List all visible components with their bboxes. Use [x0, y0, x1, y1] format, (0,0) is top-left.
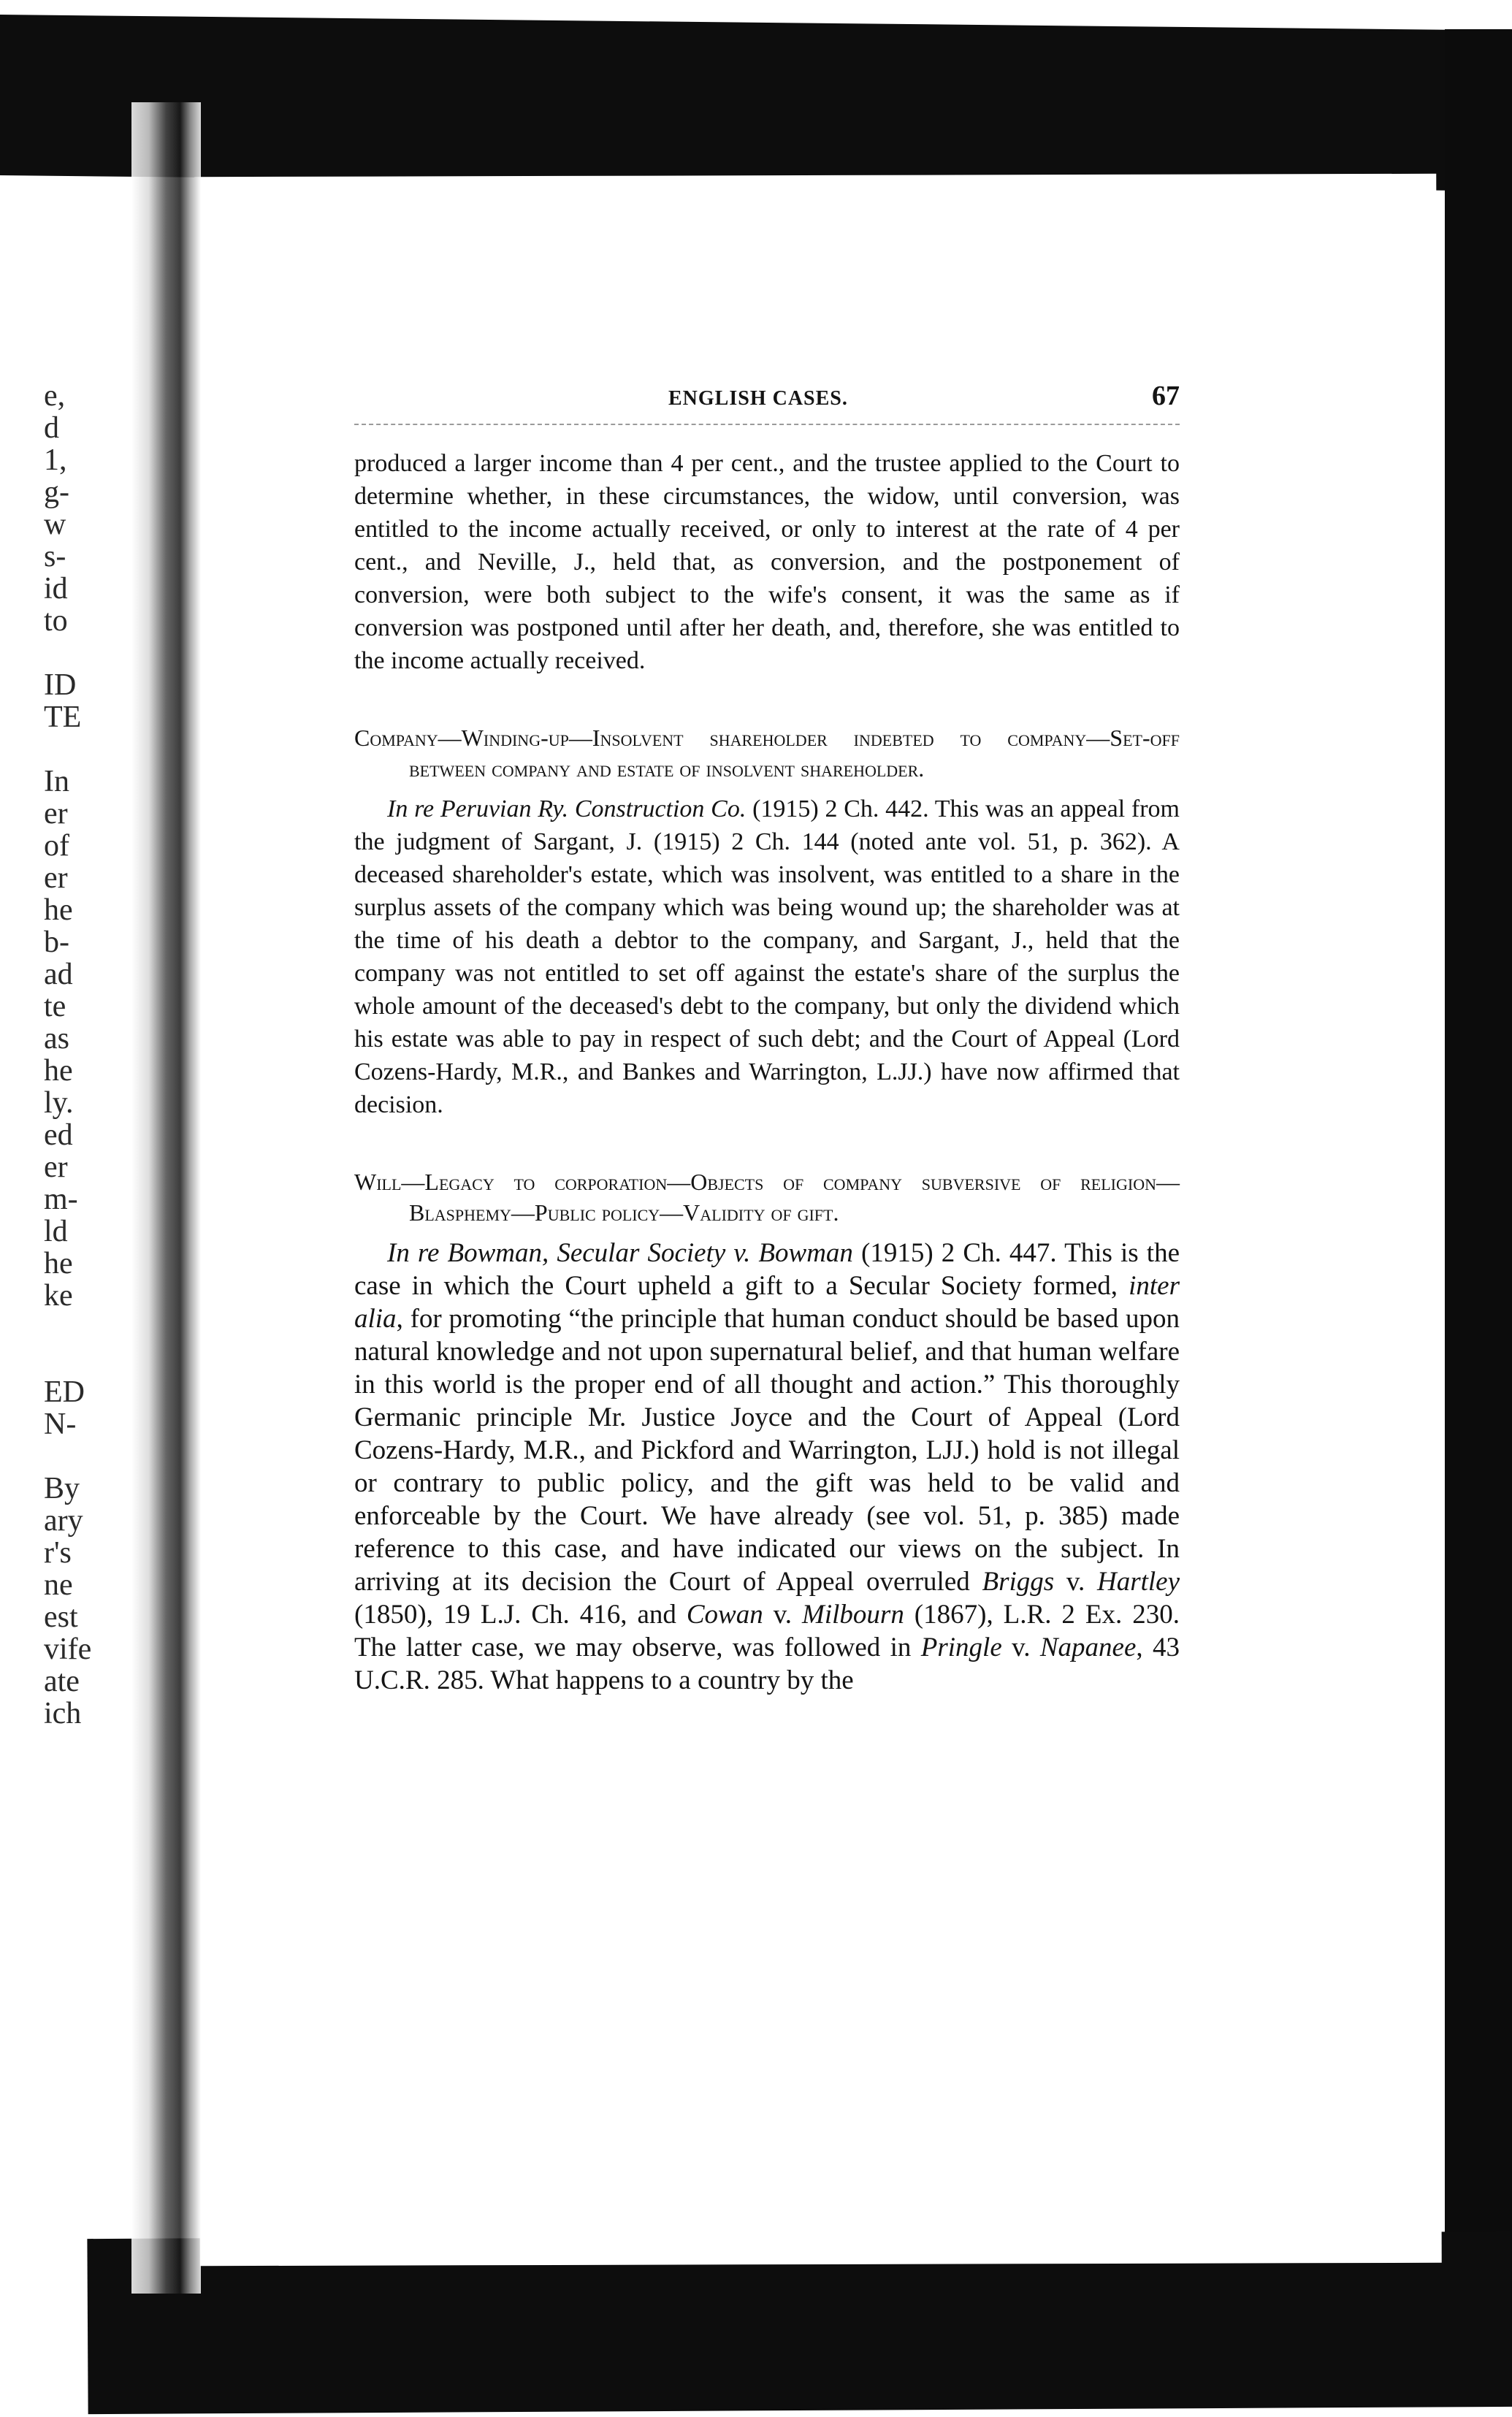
case-name: In re Bowman, Secular Society v. Bowman [387, 1238, 853, 1268]
case-paragraph-peruvian [354, 793, 1180, 1121]
facing-page-fragment [44, 1344, 131, 1376]
case-name: Pringle [920, 1633, 1002, 1662]
facing-page-fragment: er [44, 862, 68, 894]
case-body: (1850), 19 L.J. Ch. 416, and [354, 1600, 687, 1630]
facing-page-fragment: er [44, 1151, 68, 1183]
case-name: Milbourn [802, 1600, 904, 1630]
facing-page-fragment: By [44, 1473, 80, 1505]
facing-page-fragment: r's [44, 1537, 72, 1569]
book-gutter-shadow [131, 102, 201, 2294]
facing-page-fragment: ne [44, 1569, 73, 1601]
facing-page-fragment: ate [44, 1665, 80, 1698]
facing-page-fragment: he [44, 1248, 73, 1280]
facing-page-fragment: ad [44, 958, 73, 990]
facing-page-fragment: w [44, 508, 66, 541]
case-name: Cowan [686, 1600, 763, 1630]
running-head [354, 380, 1180, 425]
facing-page-fragment: d [44, 412, 59, 444]
facing-page-fragments [44, 380, 131, 1730]
facing-page-fragment: N- [44, 1408, 77, 1440]
case-body: , for promoting “the principle that human conduct should be based upon natural knowledge and not upon supernatural belief, and that human welfare in this world is the proper end of all thought and action.” This thoroughly Germanic principle Mr. Justice Joyce and the Court of Appeal (Lord Cozens-Hardy, M.R., and Pickford and Warrington, LJJ.) hold is not illegal or contrary to public policy, and the gift was held to be valid and enforceable by the Court. We have already (see vol. 51, p. 385) made reference to this case, and have indicated our views on the subject. In arriving at its decision the Court of Appeal overruled [354, 1304, 1180, 1597]
case-body: (1867), L.R. 2 Ex. 230. The latter case, we may observe, was followed in [354, 1600, 1180, 1662]
facing-page-fragment: ED [44, 1376, 85, 1408]
facing-page-fragment [44, 733, 131, 765]
versus: v. [1054, 1567, 1097, 1597]
case-body: (1915) 2 Ch. 447. This is the case in which the Court upheld a gift to a Secular Society formed, [354, 1238, 1180, 1301]
facing-page-fragment: as [44, 1023, 69, 1055]
versus: v. [1001, 1633, 1040, 1662]
facing-page-fragment: ld [44, 1215, 68, 1248]
case-body: (1915) 2 Ch. 442. This was an appeal from the judgment of Sargant, J. (1915) 2 Ch. 144 (noted ante vol. 51, p. 362). A deceased shareholder's estate, which was insolvent, was entitled to a share in the surplus assets of the company which was being wound up; the shareholder was at the time of his death a debtor to the company, and Sargant, J., held that the company was not entitled to set off against the estate's share of the surplus the whole amount of the deceased's debt to the company, but only the dividend which his estate was able to pay in respect of such debt; and the Court of Appeal (Lord Cozens-Hardy, M.R., and Bankes and Warrington, L.JJ.) have now affirmed that decision. [354, 795, 1180, 1118]
facing-page-fragment: ID [44, 669, 77, 701]
page-number: 67 [1152, 381, 1180, 411]
facing-page-fragment: ke [44, 1280, 73, 1312]
versus: v. [763, 1600, 803, 1630]
paragraph-continued: produced a larger income than 4 per cent., and the trustee applied to the Court to determine whether, in these circumstances, the widow, until conversion, was entitled to the income actually received, or only to interest at the rate of 4 per cent., and Neville, J., held that, as conversion, and the postponement of conversion, were both subject to the wife's consent, it was the same as if conversion was postponed until after her death, and, therefore, she was entitled to the income actually received. [354, 450, 1180, 674]
facing-page-fragment [44, 1312, 131, 1344]
facing-page-fragment: ed [44, 1119, 73, 1151]
facing-page-fragment: e, [44, 380, 66, 412]
facing-page-fragment: he [44, 894, 73, 926]
facing-page-fragment [44, 637, 131, 669]
scan-border-right [1445, 29, 1512, 2389]
facing-page-fragment: 1, [44, 444, 67, 476]
facing-page-fragment: vife [44, 1633, 92, 1665]
facing-page-fragment: b- [44, 926, 69, 958]
running-title: ENGLISH CASES. [668, 387, 848, 410]
case-body: , 43 U.C.R. 285. What happens to a country by the [354, 1633, 1180, 1695]
facing-page-fragment: s- [44, 541, 66, 573]
facing-page-fragment: he [44, 1055, 73, 1087]
facing-page-fragment: In [44, 765, 69, 798]
facing-page-fragment: to [44, 605, 68, 637]
section-heading-will: Will—Legacy to corporation—Objects of company subversive of religion—Blasphemy—Public policy—Validity of gift. [354, 1169, 1180, 1226]
facing-page-fragment: id [44, 573, 68, 605]
facing-page-fragment: ary [44, 1505, 83, 1537]
facing-page-fragment: est [44, 1601, 78, 1633]
latin-phrase: inter alia [354, 1271, 1180, 1334]
facing-page-fragment: m- [44, 1183, 78, 1215]
case-name: In re Peruvian Ry. Construction Co. [387, 795, 747, 822]
facing-page-fragment: g- [44, 476, 69, 508]
facing-page-fragment: of [44, 830, 69, 862]
facing-page-fragment [44, 1440, 131, 1473]
section-heading-company: Company—Winding-up—Insolvent shareholder indebted to company—Set-off between company and estate of insolvent shareholder. [354, 725, 1180, 782]
case-paragraph-bowman [354, 1237, 1180, 1697]
case-name: Hartley [1096, 1567, 1180, 1597]
page-content [354, 380, 1180, 1697]
facing-page-fragment: ich [44, 1698, 82, 1730]
facing-page-fragment: ly. [44, 1087, 74, 1119]
facing-page-fragment: er [44, 798, 68, 830]
case-name: Briggs [982, 1567, 1055, 1597]
scan-border-top [0, 15, 1512, 191]
facing-page-fragment: te [44, 990, 66, 1023]
facing-page-fragment: TE [44, 701, 82, 733]
case-name: Napanee [1039, 1633, 1137, 1662]
